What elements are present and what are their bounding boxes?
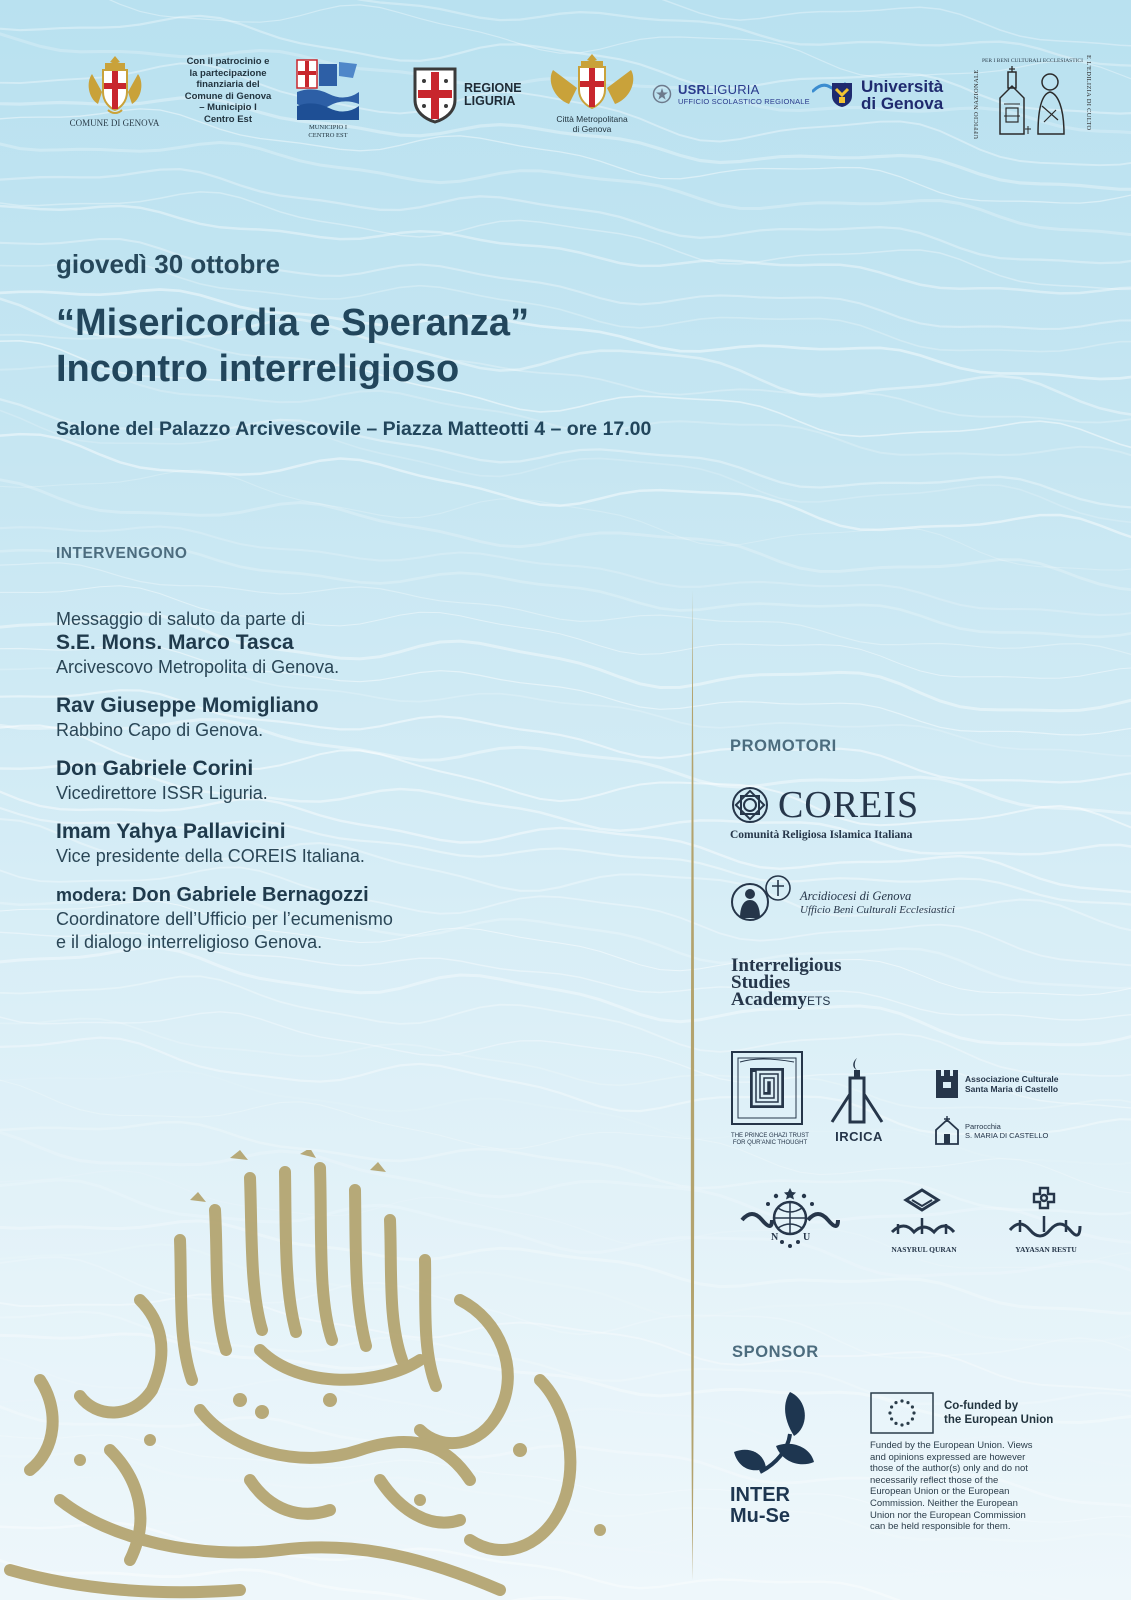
nu-logo bbox=[738, 1186, 842, 1257]
church-saint-icon bbox=[990, 64, 1074, 136]
speaker-role: Vicedirettore ISSR Liguria. bbox=[56, 783, 268, 803]
regione-shield-icon bbox=[412, 66, 458, 124]
parrocchia-line2: S. MARIA DI CASTELLO bbox=[965, 1131, 1049, 1140]
restu-emblem-icon bbox=[1004, 1186, 1084, 1240]
speaker-item bbox=[56, 756, 636, 805]
intermuse-logo bbox=[730, 1390, 826, 1527]
speaker-role: Rabbino Capo di Genova. bbox=[56, 720, 264, 740]
event-title-line1: “Misericordia e Speranza” bbox=[56, 302, 530, 344]
speakers-list bbox=[56, 608, 636, 968]
isa-suffix: ETS bbox=[806, 994, 831, 1008]
usr-subtitle: UFFICIO SCOLASTICO REGIONALE bbox=[678, 97, 810, 106]
sponsor-heading: SPONSOR bbox=[732, 1343, 819, 1361]
eu-star bbox=[900, 1423, 903, 1426]
acsm-tower-icon bbox=[934, 1068, 960, 1100]
parrocchia-line1: Parrocchia bbox=[965, 1122, 1001, 1131]
municipio-caption: MUNICIPIO I CENTRO EST bbox=[308, 124, 348, 139]
speaker-name: Don Gabriele Corini bbox=[56, 757, 254, 780]
gold-divider bbox=[690, 590, 695, 1580]
speaker-role: Vice presidente della COREIS Italiana. bbox=[56, 846, 365, 866]
speaker-item bbox=[56, 819, 636, 868]
event-venue: Salone del Palazzo Arcivescovile – Piazza Matteotti 4 – ore 17.00 bbox=[56, 418, 652, 440]
ircica-name: IRCICA bbox=[835, 1129, 883, 1144]
eu-star bbox=[900, 1399, 903, 1402]
republic-emblem-icon bbox=[652, 84, 672, 104]
parrocchia-church-icon bbox=[934, 1116, 960, 1146]
moderator-line: modera: Don Gabriele Bernagozzi bbox=[56, 884, 369, 906]
kufic-square-icon bbox=[730, 1050, 804, 1126]
eu-star bbox=[906, 1401, 909, 1404]
ircica-logo bbox=[826, 1056, 892, 1144]
eu-star bbox=[911, 1417, 914, 1420]
nu-right-letter: U bbox=[803, 1232, 811, 1243]
moderator-item bbox=[56, 882, 636, 954]
genova-coat-of-arms-icon bbox=[84, 52, 146, 116]
eu-star bbox=[906, 1422, 909, 1425]
nasyrul-quran-logo bbox=[884, 1186, 964, 1254]
arcidiocesi-line2: Ufficio Beni Culturali Ecclesiastici bbox=[800, 903, 955, 916]
eu-title: Co-funded by the European Union bbox=[944, 1400, 1054, 1426]
usr-liguria-logo bbox=[652, 82, 846, 106]
eu-star bbox=[888, 1411, 891, 1414]
eu-star bbox=[894, 1401, 897, 1404]
comune-genova-logo bbox=[52, 52, 177, 128]
moderator-role-1: Coordinatore dell’Ufficio per l’ecumenismo bbox=[56, 909, 393, 929]
metropolitan-coat-of-arms-icon bbox=[547, 52, 637, 114]
arcidiocesi-logo bbox=[730, 870, 955, 934]
event-title bbox=[56, 300, 529, 392]
unige-logo bbox=[830, 78, 943, 112]
coreis-knot-icon bbox=[730, 785, 770, 825]
speaker-name: Rav Giuseppe Momigliano bbox=[56, 694, 319, 717]
ufficio-left-text: UFFICIO NAZIONALE bbox=[973, 69, 980, 139]
event-title-line2: Incontro interreligioso bbox=[56, 348, 460, 390]
acsm-line2: Santa Maria di Castello bbox=[965, 1084, 1059, 1094]
speaker-role: Arcivescovo Metropolita di Genova. bbox=[56, 657, 340, 677]
caustic-line bbox=[0, 479, 1131, 593]
parrocchia-logo bbox=[934, 1116, 1048, 1146]
moderator-name: Don Gabriele Bernagozzi bbox=[132, 884, 369, 906]
nu-left-letter: N bbox=[771, 1232, 779, 1243]
eu-flag-icon bbox=[870, 1392, 934, 1434]
speaker-name: S.E. Mons. Marco Tasca bbox=[56, 631, 294, 654]
promotori-heading: PROMOTORI bbox=[730, 737, 837, 755]
acsm-logo bbox=[934, 1068, 1059, 1100]
unige-text: Università di Genova bbox=[861, 77, 944, 113]
yayasan-restu-logo bbox=[1004, 1186, 1088, 1254]
eu-cofunded-block bbox=[870, 1392, 1070, 1533]
usr-title: USRLIGURIA bbox=[678, 82, 760, 97]
arabic-calligraphy-ornament bbox=[0, 1150, 640, 1600]
ircica-minaret-icon bbox=[826, 1056, 888, 1128]
speaker-name: Imam Yahya Pallavicini bbox=[56, 820, 286, 843]
caustic-line bbox=[0, 137, 1131, 236]
prince-ghazi-logo bbox=[730, 1050, 810, 1147]
eu-star bbox=[894, 1422, 897, 1425]
moderator-role-2: e il dialogo interreligioso Genova. bbox=[56, 932, 323, 952]
logo-strip bbox=[0, 0, 1131, 150]
regione-liguria-logo bbox=[412, 66, 522, 124]
unige-shield-icon bbox=[830, 81, 854, 109]
prince-ghazi-line1: THE PRINCE GHAZI TRUST bbox=[731, 1133, 809, 1139]
acsm-line1: Associazione Culturale bbox=[965, 1074, 1059, 1084]
speaker-item bbox=[56, 693, 636, 742]
ufficio-right-text: E L'EDILIZIA DI CULTO bbox=[1084, 55, 1092, 131]
ufficio-top-text: PER I BENI CULTURALI ECCLESIASTICI bbox=[982, 58, 1083, 64]
coreis-name: COREIS bbox=[778, 784, 920, 826]
patrocinio-text: Con il patrocinio e la partecipazione finanziaria del Comune di Genova – Municipio I Centro Est bbox=[184, 56, 272, 125]
coreis-logo bbox=[730, 783, 919, 841]
prince-ghazi-line2: FOR QUR'ANIC THOUGHT bbox=[732, 1140, 808, 1146]
citta-metropolitana-logo bbox=[544, 52, 640, 134]
regione-text: REGIONE LIGURIA bbox=[464, 81, 522, 108]
saint-seal-icon bbox=[730, 870, 796, 934]
citta-metropolitana-caption: Città Metropolitana di Genova bbox=[556, 114, 628, 134]
eu-disclaimer: Funded by the European Union. Views and opinions expressed are however those of the author(s) only and do not necessarily reflect those of the European Union or the European Commission. Neither the European Union nor the European Commission can be held responsible for them. bbox=[870, 1440, 1033, 1533]
isa-logo: Interreligious Studies AcademyETS bbox=[731, 955, 842, 1010]
speaker-item bbox=[56, 608, 636, 679]
eu-star bbox=[890, 1405, 893, 1408]
speakers-heading: INTERVENGONO bbox=[56, 545, 188, 562]
event-date: giovedì 30 ottobre bbox=[56, 249, 280, 279]
nu-globe-icon bbox=[738, 1186, 842, 1252]
eu-star bbox=[912, 1411, 915, 1414]
comune-caption: COMUNE DI GENOVA bbox=[69, 118, 160, 128]
speaker-intro: Messaggio di saluto da parte di bbox=[56, 609, 306, 629]
coreis-subtitle: Comunità Religiosa Islamica Italiana bbox=[730, 829, 913, 841]
municipio-emblem-icon bbox=[295, 58, 361, 122]
eu-star bbox=[911, 1405, 914, 1408]
intermuse-leaf-icon bbox=[730, 1390, 826, 1480]
municipio-logo bbox=[294, 58, 362, 140]
eu-star bbox=[890, 1417, 893, 1420]
intermuse-name: INTER Mu-Se bbox=[730, 1484, 790, 1527]
arcidiocesi-line1: Arcidiocesi di Genova bbox=[800, 888, 912, 903]
nasyrul-name: NASYRUL QURAN bbox=[891, 1245, 957, 1254]
ufficio-nazionale-logo bbox=[973, 54, 1092, 140]
nasyrul-book-icon bbox=[884, 1186, 960, 1240]
restu-name: YAYASAN RESTU bbox=[1015, 1245, 1077, 1254]
